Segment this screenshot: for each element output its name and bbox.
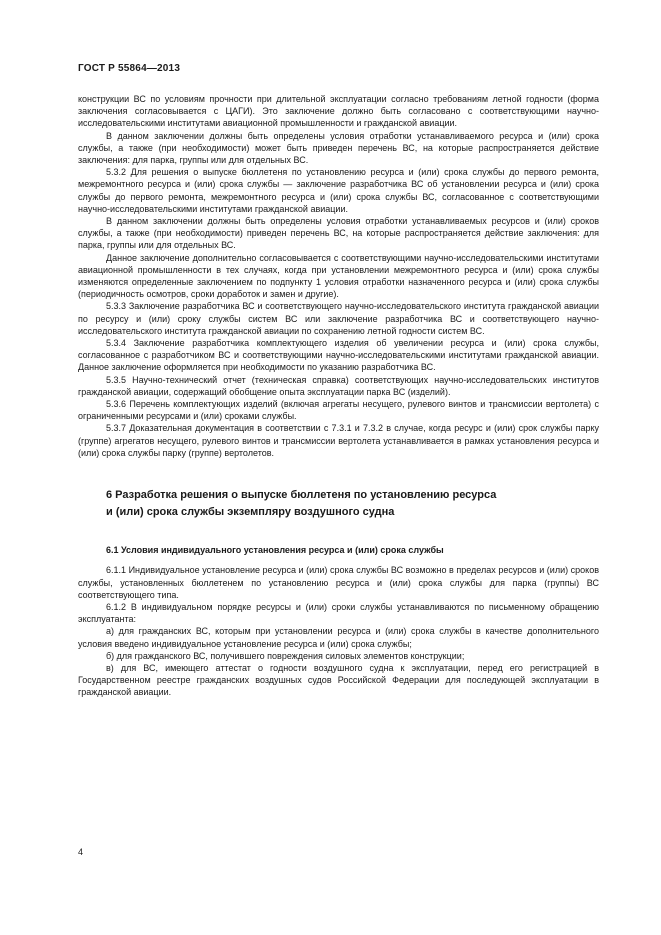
paragraph: В данном заключении должны быть определены условия отработки устанавливаемого ресурса и (или) срока службы, а также (при необходимости) может быть приведен перечень ВС, на которые распространяется действие заключения: для парка, группы или для отдельных ВС.	[78, 130, 599, 166]
paragraph-5-3-2: 5.3.2 Для решения о выпуске бюллетеня по установлению ресурса и (или) срока службы до первого ремонта, межремонтного ресурса и (или) срока службы — заключение разработчика ВС об установлении ресурса и (или) срока службы до первого ремонта, межремонтного ресурса и (или) срока службы ВС, согласованное с соответствующими научно-исследовательскими институтами гражданской авиации.	[78, 167, 599, 214]
section-6-title-line-2: и (или) срока службы экземпляру воздушного судна	[106, 506, 395, 519]
paragraph-6-1-2: 6.1.2 В индивидуальном порядке ресурсы и (или) сроки службы устанавливаются по письменному обращению эксплуатанта:	[78, 601, 599, 625]
subsection-6-1-title: 6.1 Условия индивидуального установления ресурса и (или) срока службы	[106, 545, 444, 556]
document-header: ГОСТ Р 55864—2013	[78, 63, 181, 74]
list-item-v: в) для ВС, имеющего аттестат о годности воздушного судна к эксплуатации, перед его регистрацией в Государственном реестре гражданских воздушных судов Российской Федерации для последующей эксплуатации в гражданской авиации.	[78, 662, 599, 698]
paragraph-5-3-4: 5.3.4 Заключение разработчика комплектующего изделия об увеличении ресурса и (или) срока службы, согласованное с разработчиком ВС и соответствующими научно-исследовательскими институтами гражданской авиации. Данное заключение оформляется при необходимости по указанию разработчика ВС.	[78, 338, 599, 373]
page-number: 4	[78, 847, 84, 857]
paragraph-5-3-3: 5.3.3 Заключение разработчика ВС и соответствующего научно-исследовательского института гражданской авиации по ресурсу и (или) сроку службы систем ВС или заключение разработчика ВС и соответствующего научно-исследовательского института гражданской авиации по сохранению летной годности систем ВС.	[78, 301, 599, 336]
paragraph-5-3-6: 5.3.6 Перечень комплектующих изделий (включая агрегаты несущего, рулевого винтов и трансмиссии вертолета) с ограниченными ресурсами и (или) сроками службы.	[78, 399, 599, 422]
paragraph: Данное заключение дополнительно согласовывается с соответствующими научно-исследовательскими институтами авиационной промышленности в тех случаях, когда при установлении межремонтного ресурса и (или) срока службы изменяются определенные заключением по подпункту 1 условия отработки назначенного ресурса и (или) срока службы (периодичность осмотров, сроки доработок и замен и другие).	[78, 252, 599, 300]
list-item-a: а) для гражданских ВС, которым при установлении ресурса и (или) срока службы в качестве дополнительного условия введено индивидуальное установление ресурса и (или) срока службы;	[78, 626, 599, 649]
paragraph-5-3-7: 5.3.7 Доказательная документация в соответствии с 7.3.1 и 7.3.2 в случае, когда ресурс и (или) срок службы парку (группе) агрегатов несущего, рулевого винтов и трансмиссии вертолета устанавливается в рамках установления ресурса и (или) срока службы парку (группе) вертолетов.	[78, 423, 599, 458]
document-body	[78, 93, 599, 699]
section-6-title	[106, 487, 599, 521]
list-item-b: б) для гражданского ВС, получившего повреждения силовых элементов конструкции;	[106, 650, 465, 661]
paragraph: конструкции ВС по условиям прочности при длительной эксплуатации согласно требованиям летной годности (форма заключения согласовывается с ЦАГИ). Это заключение должно быть согласовано с соответствующими научно-исследовательскими институтами авиационной промышленности и гражданской авиации.	[78, 94, 599, 129]
section-6-title-line-1: 6 Разработка решения о выпуске бюллетеня по установлению ресурса	[106, 489, 497, 502]
paragraph-5-3-5: 5.3.5 Научно-технический отчет (техническая справка) соответствующих научно-исследовательских институтов гражданской авиации, содержащий обобщение опыта эксплуатации парка ВС (изделий).	[78, 374, 599, 397]
paragraph: В данном заключении должны быть определены условия отработки устанавливаемых ресурсов и (или) сроков службы, а также (при необходимости) приведен перечень ВС, на которые распространяется действие заключения: для парка, группы или для отдельных ВС.	[78, 216, 599, 251]
paragraph-6-1-1: 6.1.1 Индивидуальное установление ресурса и (или) срока службы ВС возможно в пределах ресурсов и (или) сроков службы, установленных бюллетенем по установлению ресурса и (или) срока службы для парка (группы) ВС соответствующего типа.	[78, 565, 599, 600]
